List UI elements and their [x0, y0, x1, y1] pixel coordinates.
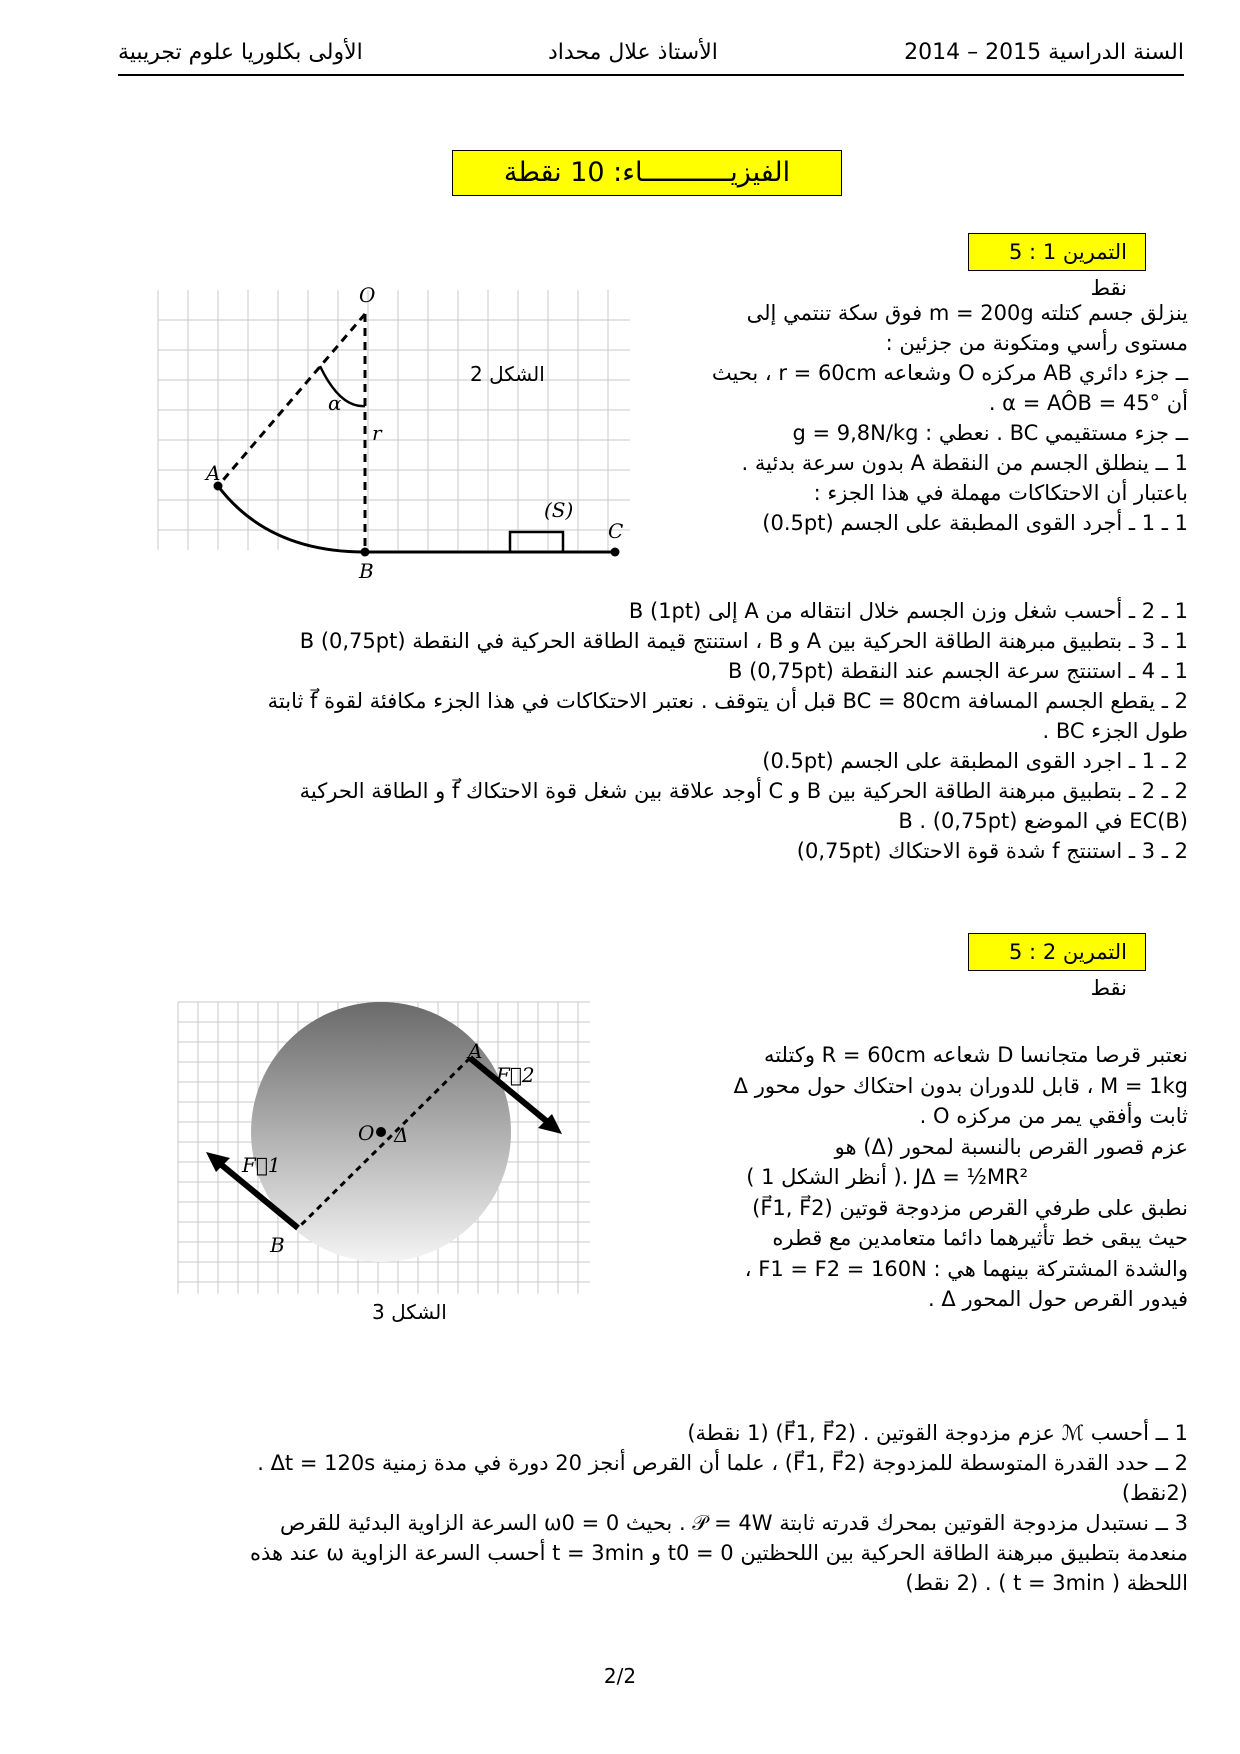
label-O: O: [358, 1121, 375, 1145]
ex1-question: 1 ـ 2 ـ أحسب شغل وزن الجسم خلال انتقاله من A إلى B (1pt): [628, 599, 1188, 623]
header-rule: [118, 74, 1184, 76]
ex1-intro-line: 1 ــ ينطلق الجسم من النقطة A بدون سرعة بدئية .: [741, 451, 1188, 475]
ex2-question: 3 ــ نستبدل مزدوجة القوتين بمحرك قدرته ثابتة 𝒫 = 4W . بحيث ω0 = 0 السرعة الزاوية البدئية للقرص: [280, 1511, 1188, 1535]
label-r: r: [372, 421, 382, 445]
ex1-question: EC(B) في الموضع B . (0,75pt): [898, 809, 1188, 833]
label-alpha: α: [328, 391, 342, 415]
label-delta: Δ: [394, 1123, 409, 1147]
ex1-intro-line: ــ جزء دائري AB مركزه O وشعاعه r = 60cm ، بحيث: [711, 361, 1188, 385]
ex2-intro-line: حيث يبقى خط تأثيرهما دائما متعامدين مع قطره: [772, 1226, 1188, 1250]
ex1-question: 2 ـ 3 ـ استنتج f شدة قوة الاحتكاك (0,75pt): [796, 839, 1188, 863]
ex1-question: 2 ـ يقطع الجسم المسافة BC = 80cm قبل أن يتوقف . نعتبر الاحتكاكات في هذا الجزء مكافئة لقوة f⃗ ثابتة: [267, 689, 1188, 713]
ex1-intro-line: مستوى رأسي ومتكونة من جزئين :: [885, 331, 1188, 355]
angle-arc: [320, 366, 365, 406]
label-A: A: [206, 461, 221, 485]
header-level: الأولى بكلوريا علوم تجريبية: [118, 40, 363, 65]
figure-2-caption: الشكل 2: [470, 362, 545, 386]
ex1-intro-line: 1 ـ 1 ـ أجرد القوى المطبقة على الجسم (0.5pt): [762, 511, 1188, 535]
ex2-intro-line: ثابت وأفقي يمر من مركزه O .: [919, 1104, 1188, 1128]
figure-2: [150, 280, 650, 600]
label-F1: F⃗1: [242, 1153, 281, 1177]
point-B: [361, 548, 370, 557]
exercise1-intro: [608, 298, 1188, 538]
ex2-intro-line: عزم قصور القرص بالنسبة لمحور (Δ) هو: [834, 1134, 1188, 1159]
center-O: [376, 1127, 386, 1137]
label-O: O: [359, 283, 376, 307]
ex2-intro-line: M = 1kg ، قابل للدوران بدون احتكاك حول محور Δ: [733, 1073, 1188, 1098]
exercise1-badge: التمرين 1 : 5 نقط: [968, 233, 1146, 271]
ex1-question: 2 ـ 2 ـ بتطبيق مبرهنة الطاقة الحركية بين B و C أوجد علاقة بين شغل قوة الاحتكاك f⃗ و الطاقة الحركية: [299, 779, 1188, 803]
ex1-intro-line: ــ جزء مستقيمي BC . نعطي : g = 9,8N/kg: [792, 421, 1188, 445]
ex2-intro-line: والشدة المشتركة بينهما هي : F1 = F2 = 160N ،: [744, 1256, 1188, 1281]
ex2-question: 2 ــ حدد القدرة المتوسطة للمزدوجة (F⃗1, F⃗2) ، علما أن القرص أنجز 20 دورة في مدة زمنية Δt = 120s .: [257, 1451, 1188, 1475]
header-teacher: الأستاذ علال محداد: [548, 40, 718, 65]
ex2-intro-line: نطبق على طرفي القرص مزدوجة قوتين (F⃗1, F⃗2): [752, 1195, 1188, 1220]
ex2-intro-line: نعتبر قرصا متجانسا D شعاعه R = 60cm وكتلته: [763, 1043, 1188, 1067]
page-number: 2/2: [603, 1664, 637, 1688]
ex2-question: منعدمة بتطبيق مبرهنة الطاقة الحركية بين اللحظتين t0 = 0 و t = 3min أحسب السرعة الزاوية ω عند هذه: [250, 1541, 1188, 1565]
header-year: السنة الدراسية 2015 – 2014: [904, 40, 1184, 65]
section-title: الفيزيـــــــــــاء: 10 نقطة: [452, 150, 842, 196]
ex1-question: 1 ـ 3 ـ بتطبيق مبرهنة الطاقة الحركية بين A و B ، استنتج قيمة الطاقة الحركية في النقطة B (0,75pt): [299, 629, 1188, 653]
ex2-intro-line: JΔ = ½MR² .( أنظر الشكل 1 ): [746, 1165, 1028, 1189]
label-S: (S): [544, 498, 574, 522]
ex1-question: طول الجزء BC .: [1042, 719, 1188, 743]
ex1-intro-line: أن α = AÔB = 45° .: [988, 391, 1188, 415]
exercise2-questions: [118, 1418, 1188, 1598]
ex1-question: 1 ـ 4 ـ استنتج سرعة الجسم عند النقطة B (0,75pt): [728, 659, 1188, 683]
ex1-intro-line: باعتبار أن الاحتكاكات مهملة في هذا الجزء :: [813, 481, 1188, 505]
label-F2: F⃗2: [496, 1063, 535, 1087]
label-A: A: [468, 1039, 483, 1063]
ex1-question: 2 ـ 1 ـ اجرد القوى المطبقة على الجسم (0.5pt): [762, 749, 1188, 773]
label-B: B: [359, 559, 374, 583]
figure-3-caption: الشكل 3: [372, 1300, 447, 1324]
exercise1-questions: [118, 596, 1188, 866]
exercise2-intro: [658, 1040, 1188, 1315]
ex2-question: (2نقط): [1121, 1481, 1188, 1505]
label-B: B: [270, 1233, 285, 1257]
ex1-intro-line: ينزلق جسم كتلته m = 200g فوق سكة تنتمي إلى: [746, 301, 1188, 325]
exercise2-badge: التمرين 2 : 5 نقط: [968, 933, 1146, 971]
label-C: C: [608, 519, 624, 543]
point-C: [611, 548, 620, 557]
ex2-intro-line: فيدور القرص حول المحور Δ .: [928, 1287, 1188, 1311]
arc-AB: [218, 486, 365, 552]
figure-3: [170, 1000, 590, 1300]
ex2-question: اللحظة ( t = 3min ) . (2 نقط): [905, 1571, 1188, 1595]
ex2-question: 1 ــ أحسب ℳ عزم مزدوجة القوتين . (F⃗1, F⃗2) (1 نقطة): [687, 1421, 1188, 1445]
